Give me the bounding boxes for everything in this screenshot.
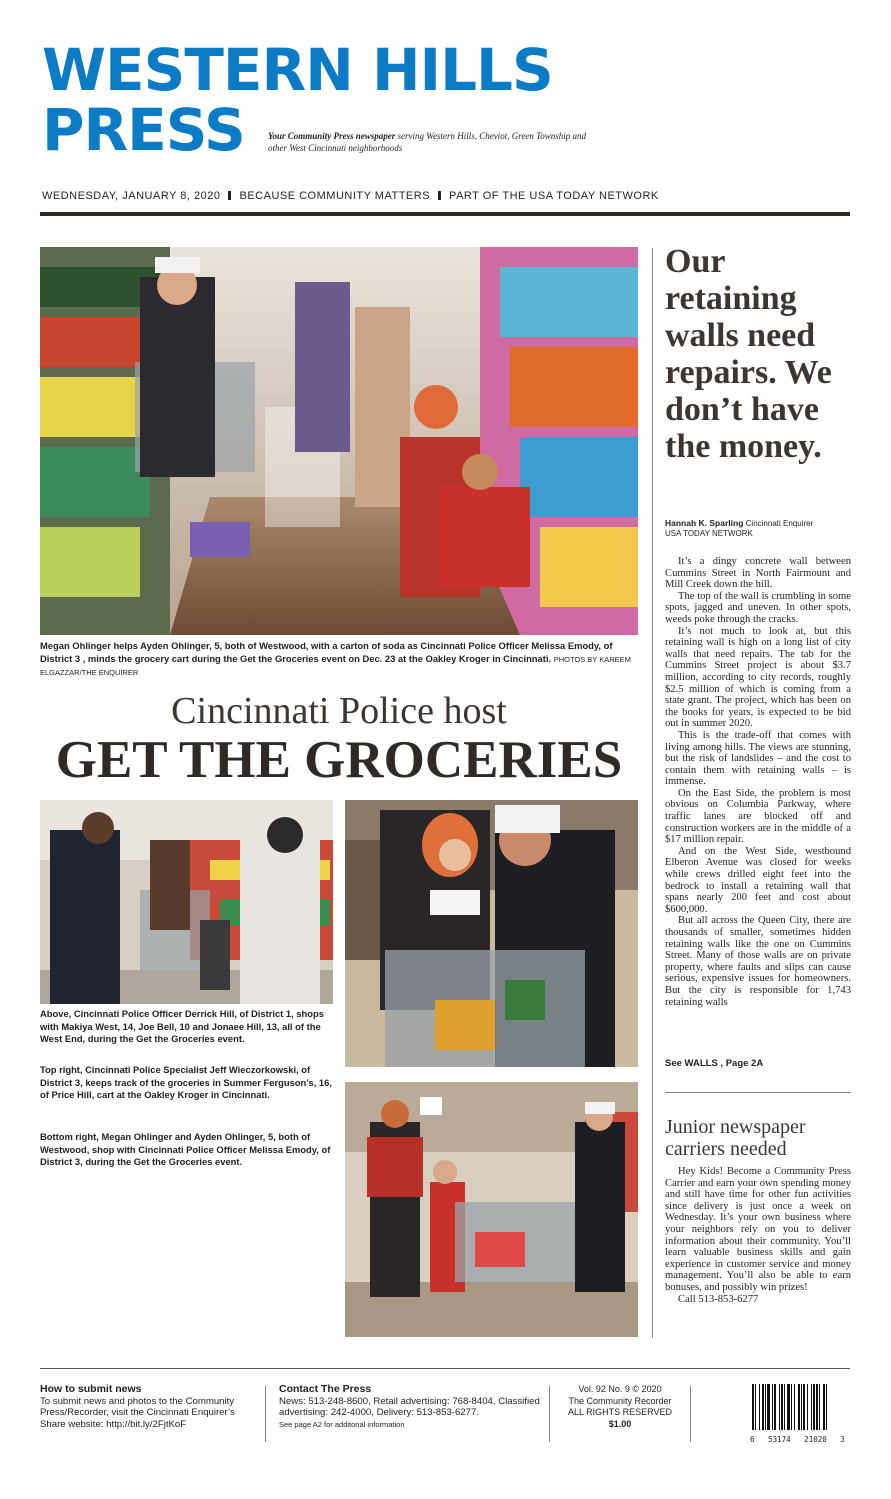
lead-caption-text: Megan Ohlinger helps Ayden Ohlinger, 5, both of Westwood, with a carton of soda as Cincinnati Police Officer Melissa Emody, of District 3 , minds the grocery cart during the Get the Groceries event on Dec. 23 at the Oakley Kroger in Cincinnati. (40, 640, 613, 664)
walls-story-body (665, 556, 851, 1008)
barcode-bars (750, 1384, 842, 1430)
barcode-bar (779, 1384, 780, 1430)
footer-submit-news (40, 1384, 255, 1430)
byline-outlet: Cincinnati Enquirer (745, 519, 814, 528)
barcode-bar (752, 1384, 754, 1430)
cover-price: $1.00 (608, 1418, 632, 1429)
carriers-headline: Junior newspaper carriers needed (665, 1116, 806, 1160)
footer-rule (40, 1368, 850, 1369)
volume-number: Vol. 92 No. 9 © 2020 (578, 1384, 662, 1394)
barcode-bar (759, 1384, 760, 1430)
carriers-call: Call 513-853-6277 (678, 1293, 759, 1305)
footer-volume (560, 1384, 680, 1430)
caption-above (40, 1008, 340, 1046)
masthead-rule (40, 212, 850, 216)
masthead-tagline (268, 130, 588, 154)
rights-notice: ALL RIGHTS RESERVED (567, 1407, 673, 1417)
barcode-bar (772, 1384, 773, 1430)
footer-contact (279, 1384, 541, 1430)
barcode-bar (774, 1384, 776, 1430)
network-line: PART OF THE USA TODAY NETWORK (449, 190, 659, 202)
main-headline: GET THE GROCERIES (55, 731, 623, 789)
barcode-bar (794, 1384, 795, 1430)
motto: BECAUSE COMMUNITY MATTERS (239, 190, 431, 202)
contact-body: News: 513-248-8600, Retail advertising: 768-8404, Classified advertising: 242-4000, Delivery: 513-853-6277. (279, 1395, 540, 1418)
lead-photo-grocery-aisle (40, 247, 638, 635)
caption-top-right-text: Top right, Cincinnati Police Specialist Jeff Wieczorkowski, of District 3, keeps track of the groceries in Summer Ferguson’s, 16, of Price Hill, cart at the Oakley Kroger in Cincinnati. (40, 1064, 332, 1100)
byline-network: USA TODAY NETWORK (665, 529, 753, 538)
walls-jump-link[interactable]: See WALLS , Page 2A (665, 1058, 764, 1069)
carriers-paragraph: Hey Kids! Become a Community Press Carrier and earn your own spending money and still have time for other fun activities since delivery is just once a week on Wednesday. It’s your own business where your neighbors rely on you to deliver information about their community. You’ll learn valuable business skills and gain experience in customer service and money management. You’ll also be able to earn bonuses, and possibly win prizes! (665, 1166, 851, 1293)
story-paragraph: This is the trade-off that comes with living among hills. The views are stunning, but the risk of landslides – and the cost to contain them with retaining walls – is immense. (665, 729, 851, 788)
story-paragraph: The top of the wall is crumbling in some spots, jagged and uneven. In other spots, weeds poke through the cracks. (665, 590, 851, 625)
footer-separator (690, 1386, 691, 1442)
dateline-separator (438, 191, 441, 200)
footer-separator (265, 1386, 266, 1442)
barcode-digits: 6 53174 21020 3 (750, 1435, 845, 1444)
masthead-line-1: WESTERN HILLS (42, 36, 553, 104)
tagline-rest: serving Western Hills, Cheviot, Green Township and other West Cincinnati neighborhoods (268, 131, 587, 153)
story-paragraph: It’s a dingy concrete wall between Cummins Street in North Fairmount and Mill Creek down the hill. (665, 556, 851, 591)
issue-date: WEDNESDAY, JANUARY 8, 2020 (42, 190, 221, 202)
barcode-bar (784, 1384, 785, 1430)
masthead-line-2: PRESS (42, 96, 245, 164)
barcode-bar (826, 1384, 827, 1430)
barcode-bar (791, 1384, 792, 1430)
barcode-bar (781, 1384, 783, 1430)
barcode-bar (819, 1384, 820, 1430)
story-paragraph: But all across the Queen City, there are thousands of smaller, sometimes hidden retaining walls like the one on Cummins Street. Many of those walls are on private property, where faults and slips can cause serious, expensive issues for homeowners. But the city is responsible for 1,743 retaining walls (665, 915, 851, 1008)
photo-specialist-wieczorkowski (345, 800, 638, 1067)
contact-heading: Contact The Press (279, 1383, 372, 1395)
story-paragraph: It’s not much to look at, but this retaining wall is high on a long list of city walls that need repairs. The tab for the Cummins Street project is about $3.7 million, according to city records, roughly $2.5 million of which is coming from a state grant. The project, which has been on the books for years, is expected to be bid out in summer 2020. (665, 625, 851, 730)
byline-name: Hannah K. Sparling (665, 518, 744, 528)
barcode-bar (787, 1384, 790, 1430)
headline-kicker: Cincinnati Police host (171, 690, 507, 732)
footer-separator (549, 1386, 550, 1442)
barcode (750, 1384, 845, 1444)
tagline-bold: Your Community Press newspaper (268, 131, 396, 141)
barcode-bar (816, 1384, 818, 1430)
barcode-bar (798, 1384, 800, 1430)
barcode-bar (803, 1384, 805, 1430)
carriers-body (665, 1166, 851, 1305)
photo-officer-hill (40, 800, 333, 1004)
dateline (42, 190, 842, 202)
walls-story-headline: Our retaining walls need repairs. We don’t have the money. (665, 243, 832, 465)
barcode-bar (801, 1384, 802, 1430)
barcode-bar (807, 1384, 808, 1430)
barcode-bar (811, 1384, 812, 1430)
barcode-bar (762, 1384, 764, 1430)
contact-note: See page A2 for additonal information (279, 1419, 405, 1429)
photo-credit: PHOTOS BY KAREEM ELGAZZAR/THE ENQUIRER (40, 654, 631, 677)
caption-top-right (40, 1064, 340, 1102)
story-paragraph: On the East Side, the problem is most obvious on Columbia Parkway, where traffic lanes are blocked off and construction workers are in the middle of a $17 million repair. (665, 787, 851, 846)
caption-bottom-right (40, 1131, 340, 1169)
publisher-name: The Community Recorder (568, 1395, 672, 1406)
barcode-bar (813, 1384, 815, 1430)
lead-photo-caption (40, 640, 640, 680)
caption-bottom-right-text: Bottom right, Megan Ohlinger and Ayden Ohlinger, 5, both of Westwood, shop with Cincinnati Police Officer Melissa Emody, of District 3, during the Get the Groceries event. (40, 1131, 331, 1167)
submit-heading: How to submit news (40, 1383, 142, 1395)
caption-above-text: Above, Cincinnati Police Officer Derrick Hill, of District 1, shops with Makiya West, 14, Joe Bell, 10 and Jonaee Hill, 13, all of the West End, during the Get the Groceries event. (40, 1008, 324, 1044)
barcode-bar (823, 1384, 825, 1430)
walls-story-byline (665, 518, 855, 539)
submit-body[interactable]: To submit news and photos to the Community Press/Recorder, visit the Cincinnati Enquirer’s Share website: http://bit.ly/2FjtKoF (40, 1395, 235, 1430)
story-paragraph: And on the West Side, westbound Elberon Avenue was closed for weeks while crews drilled eight feet into the bedrock to install a retaining wall that spans nearly 200 feet and cost about $600,000. (665, 845, 851, 915)
column-divider (652, 248, 653, 1338)
column-rule (665, 1092, 851, 1093)
barcode-bar (765, 1384, 766, 1430)
barcode-bar (755, 1384, 756, 1430)
photo-emody-shopping (345, 1082, 638, 1337)
dateline-separator (228, 191, 231, 200)
barcode-bar (767, 1384, 770, 1430)
